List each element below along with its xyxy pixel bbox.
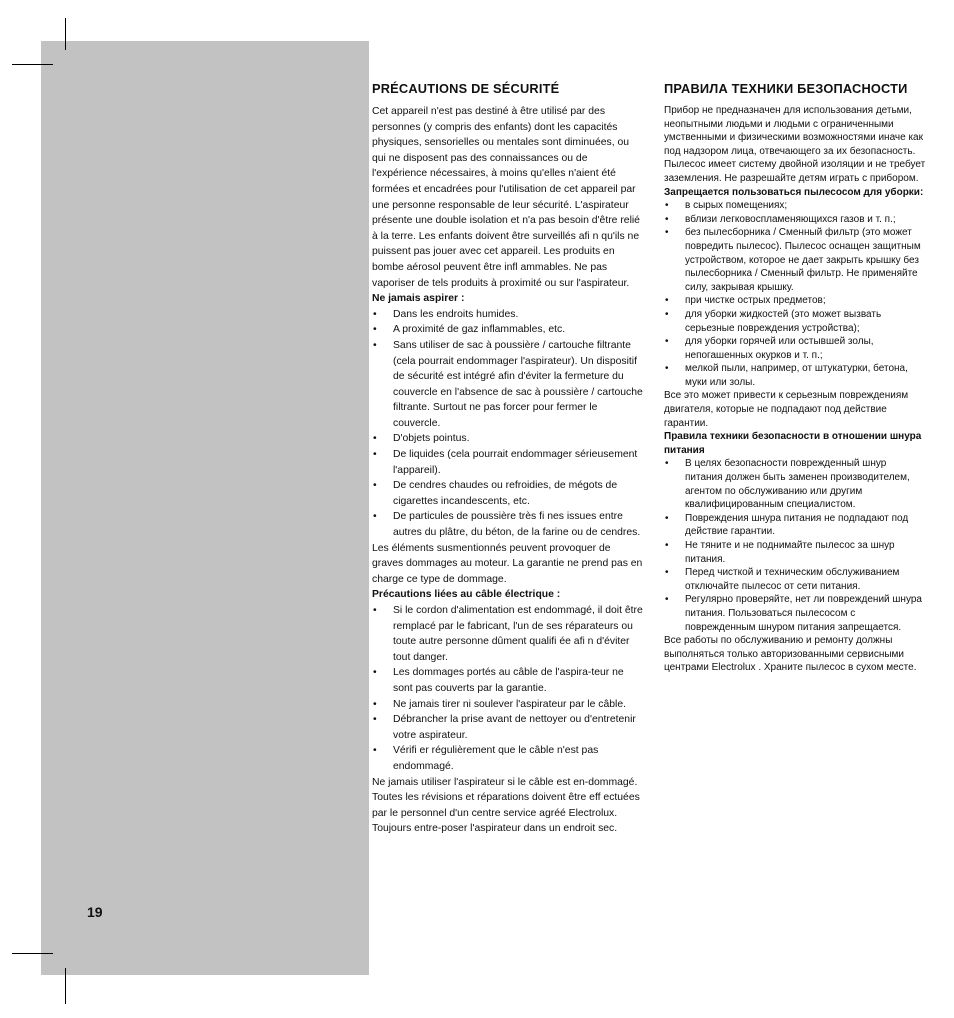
french-never-note: Les éléments susmentionnés peuvent provoquer de graves dommages au moteur. La garantie ne prend pas en charge ce type de dommage. [372,542,643,585]
russian-never-note: Все это может привести к серьезным повреждениям двигателя, которые не подпадают под действие гарантии. [664,390,909,429]
list-item: • De cendres chaudes ou refroidies, de mégots de cigarettes incandescents, etc. [372,478,644,509]
crop-mark-top-horizontal [12,64,53,65]
list-item: • Débrancher la prise avant de nettoyer ou d'entretenir votre aspirateur. [372,712,644,743]
list-item: • Перед чисткой и техническим обслуживанием отключайте пылесос от сети питания. [664,566,926,593]
french-closing: Ne jamais utiliser l'aspirateur si le câble est en-dommagé. Toutes les révisions et réparations doivent être eff ectuées par le personnel d'un centre service agréé Electrolux. Toujours entre-poser l'aspirateur dans un endroit sec. [372,776,640,835]
french-cable-heading: Précautions liées au câble électrique : [372,589,561,601]
list-item: • без пылесборника / Сменный фильтр (это может повредить пылесос). Пылесос оснащен защитным устройством, которое не дает закрыть крышку без пылесборника / Сменный фильтр. Не применяйте силу, закрывая крышку. [664,226,926,294]
list-item: • Повреждения шнура питания не подпадают под действие гарантии. [664,512,926,539]
list-item: • мелкой пыли, например, от штукатурки, бетона, муки или золы. [664,362,926,389]
russian-cable-list [664,457,926,634]
french-intro: Cet appareil n'est pas destiné à être utilisé par des personnes (y compris des enfants) dont les capacités physiques, sensorielles ou mentales sont diminuées, ou qui ne disposent pas des connaissances ou de l'expérience nécessaires, à moins qu'elles n'aient été formées et encadrées pour l'utilisation de cet appareil par une personne responsable de leur sécurité. L'aspirateur présente une double isolation et n'a pas besoin d'être relié à la terre. Les enfants doivent être surveillés afi n qu'ils ne puissent pas jouer avec cet appareil. Les produits en bombe aérosol peuvent être infl ammables. Ne pas vaporiser de tels produits à proximité ou sur l'aspirateur. [372,106,640,289]
list-item: • A proximité de gaz inflammables, etc. [372,322,644,338]
french-column [372,80,644,837]
list-item: • Не тяните и не поднимайте пылесос за шнур питания. [664,539,926,566]
page-number: 19 [87,904,103,920]
list-item: • Ne jamais tirer ni soulever l'aspirateur par le câble. [372,697,644,713]
list-item: • для уборки жидкостей (это может вызвать серьезные повреждения устройства); [664,308,926,335]
list-item: • De particules de poussière très fi nes issues entre autres du plâtre, du béton, de la farine ou de cendres. [372,509,644,540]
french-never-list [372,307,644,541]
list-item: • Dans les endroits humides. [372,307,644,323]
russian-cable-heading: Правила техники безопасности в отношении шнура питания [664,431,922,456]
gray-margin-panel [41,41,369,975]
list-item: • Sans utiliser de sac à poussière / cartouche filtrante (cela pourrait endommager l'aspirateur). Un dispositif de sécurité est intégré afin d'éviter la fermeture du couvercle en l'absence de sac à poussière / cartouche filtrante. Surtout ne pas forcer pour fermer le couvercle. [372,338,644,432]
list-item: • D'objets pointus. [372,431,644,447]
french-title: PRÉCAUTIONS DE SÉCURITÉ [372,81,560,96]
list-item: • вблизи легковоспламеняющихся газов и т. п.; [664,213,926,227]
list-item: • Vérifi er régulièrement que le câble n'est pas endommagé. [372,743,644,774]
list-item: • для уборки горячей или остывшей золы, непогашенных окурков и т. п.; [664,335,926,362]
russian-never-heading: Запрещается пользоваться пылесосом для уборки: [664,186,924,198]
russian-never-list [664,199,926,389]
list-item: • в сырых помещениях; [664,199,926,213]
crop-mark-bottom-vertical [65,968,66,1004]
russian-column [664,80,926,675]
crop-mark-top-vertical [65,18,66,50]
russian-closing: Все работы по обслуживанию и ремонту должны выполняться только авторизованными сервисными центрами Electrolux . Храните пылесос в сухом месте. [664,635,917,674]
crop-mark-bottom-horizontal [12,953,53,954]
french-never-heading: Ne jamais aspirer : [372,293,465,305]
russian-intro: Прибор не предназначен для использования детьми, неопытными людьми и людьми с ограниченными умственными и физическими возможностями иначе как под надзором лица, отвечающего за их безопасность. Пылесос имеет систему двойной изоляции и не требует заземления. Не разрешайте детям играть с прибором. [664,105,926,184]
russian-title: ПРАВИЛА ТЕХНИКИ БЕЗОПАСНОСТИ [664,81,908,96]
list-item: • при чистке острых предметов; [664,294,926,308]
list-item: • В целях безопасности поврежденный шнур питания должен быть заменен производителем, агентом по обслуживанию или другим квалифицированным специалистом. [664,457,926,511]
list-item: • Регулярно проверяйте, нет ли повреждений шнура питания. Пользоваться пылесосом с поврежденным шнуром питания запрещается. [664,593,926,634]
list-item: • Les dommages portés au câble de l'aspira-teur ne sont pas couverts par la garantie. [372,665,644,696]
french-cable-list [372,603,644,775]
list-item: • De liquides (cela pourrait endommager sérieusement l'appareil). [372,447,644,478]
list-item: • Si le cordon d'alimentation est endommagé, il doit être remplacé par le fabricant, l'un de ses réparateurs ou toute autre personne dûment qualifi ée afi n d'éviter tout danger. [372,603,644,665]
